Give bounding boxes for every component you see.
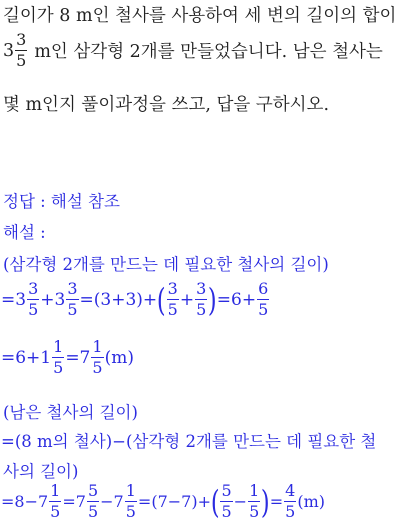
equation-1 xyxy=(1,281,270,318)
right-paren: ) xyxy=(261,482,270,521)
eq-fraction xyxy=(91,339,103,376)
eq-text: −7 xyxy=(100,492,124,511)
eq-fraction xyxy=(52,339,64,376)
fraction-numerator: 3 xyxy=(67,279,78,298)
eq-text: 3 xyxy=(15,289,27,310)
eq-text: =8−7 xyxy=(1,492,49,511)
fraction-denominator: 5 xyxy=(67,300,78,319)
eq-text: 3 xyxy=(54,289,66,310)
eq-text: = xyxy=(1,289,16,310)
question-line-2-text: m인 삼각형 2개를 만들었습니다. 남은 철사는 xyxy=(34,42,383,62)
eq-unit: (m) xyxy=(104,347,134,368)
fraction-denominator: 5 xyxy=(50,502,61,521)
fraction-numerator: 3 xyxy=(16,30,27,49)
fraction-numerator: 3 xyxy=(196,279,207,298)
question-fraction xyxy=(15,32,27,69)
fraction-denominator: 5 xyxy=(196,300,207,319)
eq-text: =(3+3)+ xyxy=(79,289,158,310)
eq-fraction xyxy=(257,281,269,318)
equation-2 xyxy=(1,339,134,376)
eq-text: =6+1 xyxy=(1,347,52,368)
fraction-numerator: 1 xyxy=(249,481,260,500)
eq-fraction xyxy=(125,483,137,520)
question-line-1: 길이가 8 m인 철사를 사용하여 세 변의 길이의 합이 xyxy=(3,6,397,26)
fraction-numerator: 5 xyxy=(221,481,232,500)
eq-fraction xyxy=(195,281,207,318)
step2-line-2: 사의 길이) xyxy=(3,462,79,481)
fraction-denominator: 5 xyxy=(92,358,103,377)
step1-heading: (삼각형 2개를 만드는 데 필요한 철사의 길이) xyxy=(3,255,329,274)
fraction-numerator: 1 xyxy=(92,337,103,356)
explanation-label: 해설 : xyxy=(3,223,46,242)
fraction-denominator: 5 xyxy=(16,51,27,70)
right-paren: ) xyxy=(208,280,217,319)
question-line-3: 몇 m인지 풀이과정을 쓰고, 답을 구하시오. xyxy=(3,95,330,115)
eq-text: =6+ xyxy=(216,289,257,310)
eq-fraction xyxy=(27,281,39,318)
step2-heading: (남은 철사의 길이) xyxy=(3,403,138,422)
eq-text: + xyxy=(179,289,195,310)
fraction-numerator: 1 xyxy=(53,337,64,356)
fraction-denominator: 5 xyxy=(258,300,269,319)
fraction-numerator: 3 xyxy=(167,279,178,298)
left-paren: ( xyxy=(157,280,166,319)
eq-fraction xyxy=(284,483,296,520)
equation-3 xyxy=(1,483,325,520)
eq-text: =7 xyxy=(65,347,91,368)
eq-text: + xyxy=(40,289,55,310)
eq-text: − xyxy=(233,492,248,511)
fraction-denominator: 5 xyxy=(125,502,136,521)
fraction-denominator: 5 xyxy=(285,502,296,521)
fraction-numerator: 4 xyxy=(285,481,296,500)
mixed-number-whole: 3 xyxy=(3,40,15,61)
fraction-denominator: 5 xyxy=(87,502,99,521)
eq-fraction xyxy=(167,281,179,318)
eq-unit: (m) xyxy=(297,492,325,511)
fraction-numerator: 1 xyxy=(125,481,136,500)
eq-fraction xyxy=(49,483,61,520)
fraction-denominator: 5 xyxy=(167,300,178,319)
question-line-2 xyxy=(3,32,383,69)
fraction-denominator: 5 xyxy=(53,358,64,377)
fraction-denominator: 5 xyxy=(28,300,39,319)
answer-label: 정답 : 해설 참조 xyxy=(3,192,120,211)
fraction-numerator: 3 xyxy=(28,279,39,298)
fraction-denominator: 5 xyxy=(221,502,232,521)
step2-line-1: =(8 m의 철사)−(삼각형 2개를 만드는 데 필요한 철 xyxy=(1,432,377,451)
eq-fraction xyxy=(220,483,232,520)
fraction-numerator: 1 xyxy=(50,481,61,500)
eq-fraction xyxy=(66,281,78,318)
eq-fraction xyxy=(248,483,260,520)
eq-text: = xyxy=(269,492,284,511)
eq-fraction xyxy=(87,483,99,520)
fraction-numerator: 5 xyxy=(87,481,99,500)
left-paren: ( xyxy=(210,482,220,521)
fraction-denominator: 5 xyxy=(249,502,260,521)
eq-text: =(7−7)+ xyxy=(137,492,211,511)
eq-text: =7 xyxy=(62,492,86,511)
fraction-numerator: 6 xyxy=(258,279,269,298)
